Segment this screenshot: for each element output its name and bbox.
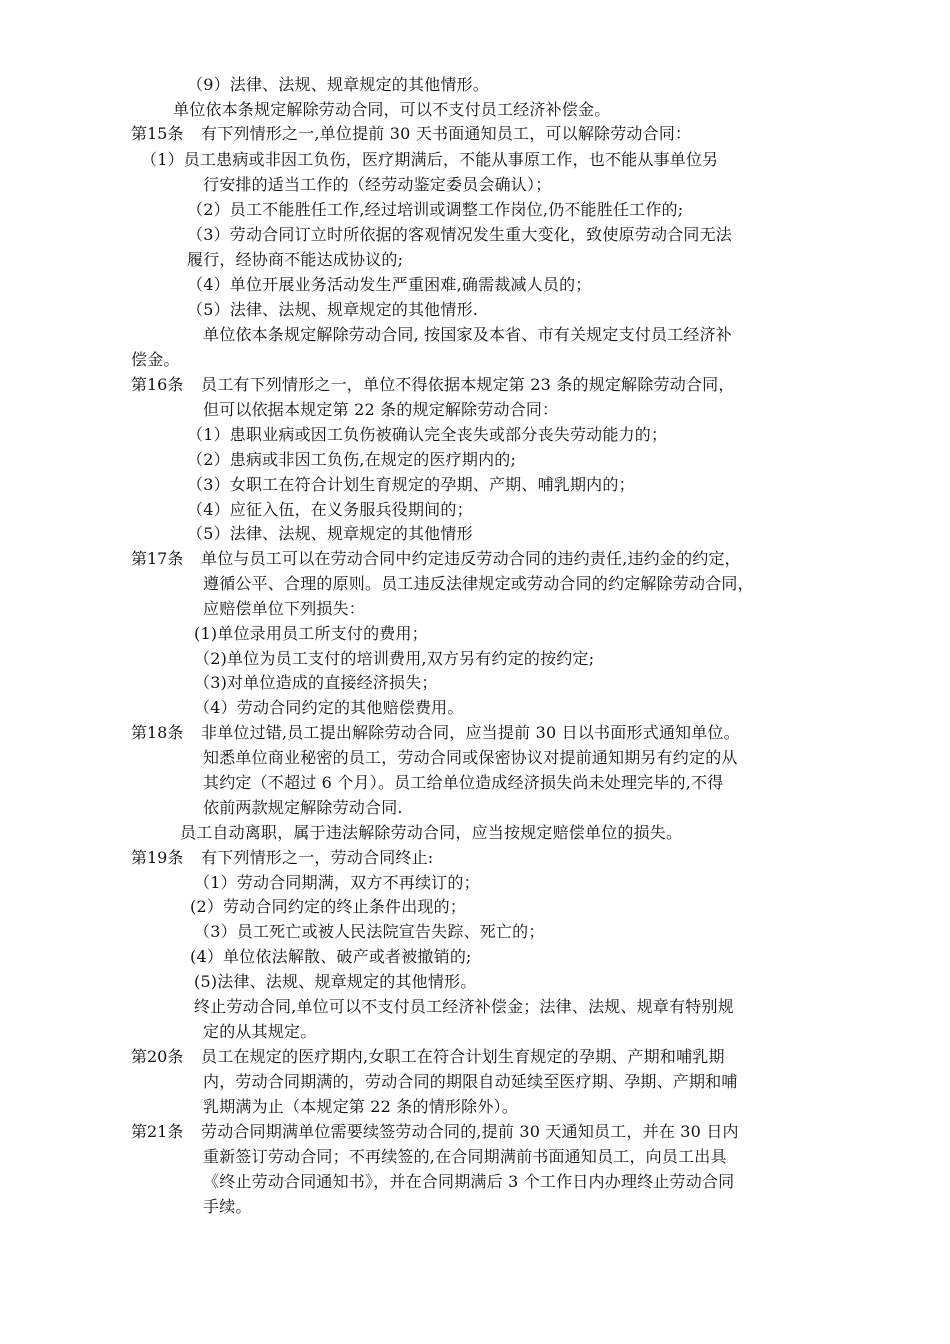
text-line: （3）女职工在符合计划生育规定的孕期、产期、哺乳期内的； bbox=[187, 475, 635, 494]
article-label-21: 第21条 bbox=[131, 1122, 184, 1141]
text-line: （4）单位开展业务活动发生严重困难,确需裁减人员的； bbox=[187, 275, 592, 294]
article-label-18: 第18条 bbox=[131, 723, 184, 742]
text-line: 员工在规定的医疗期内,女职工在符合计划生育规定的孕期、产期和哺乳期 bbox=[201, 1047, 725, 1066]
text-line: 有下列情形之一,单位提前 30 天书面通知员工，可以解除劳动合同： bbox=[201, 124, 692, 143]
text-line: （4）劳动合同约定的其他赔偿费用。 bbox=[194, 698, 464, 717]
text-line: （1）患职业病或因工负伤被确认完全丧失或部分丧失劳动能力的； bbox=[187, 425, 668, 444]
text-line: 乳期满为止（本规定第 22 条的情形除外）。 bbox=[203, 1097, 518, 1116]
text-line: 手续。 bbox=[203, 1197, 252, 1216]
text-line: （4）应征入伍，在义务服兵役期间的； bbox=[187, 500, 473, 519]
text-line: 其约定（不超过 6 个月）。员工给单位造成经济损失尚未处理完毕的,不得 bbox=[203, 773, 724, 792]
text-line: 单位与员工可以在劳动合同中约定违反劳动合同的违约责任,违约金的约定， bbox=[201, 549, 741, 568]
article-label-20: 第20条 bbox=[131, 1047, 184, 1066]
text-line: 行安排的适当工作的（经劳动鉴定委员会确认）； bbox=[203, 175, 552, 194]
text-line: 但可以依据本规定第 22 条的规定解除劳动合同： bbox=[203, 400, 559, 419]
text-line: （3）员工死亡或被人民法院宣告失踪、死亡的； bbox=[194, 922, 545, 941]
text-line: (4）单位依法解散、破产或者被撤销的; bbox=[190, 947, 472, 966]
text-line: 内，劳动合同期满的，劳动合同的期限自动延续至医疗期、孕期、产期和哺 bbox=[203, 1072, 738, 1091]
text-line: 单位依本条规定解除劳动合同, 按国家及本省、市有关规定支付员工经济补 bbox=[203, 325, 732, 344]
text-line: 员工自动离职，属于违法解除劳动合同，应当按规定赔偿单位的损失。 bbox=[180, 823, 683, 842]
text-line: 劳动合同期满单位需要续签劳动合同的,提前 30 天通知员工，并在 30 日内 bbox=[201, 1122, 739, 1141]
text-line: （9）法律、法规、规章规定的其他情形。 bbox=[187, 75, 489, 94]
text-line: 定的从其规定。 bbox=[203, 1022, 317, 1041]
text-line: 应赔偿单位下列损失： bbox=[203, 599, 366, 618]
text-line: 非单位过错,员工提出解除劳动合同，应当提前 30 日以书面形式通知单位。 bbox=[201, 723, 740, 742]
text-line: 员工有下列情形之一，单位不得依据本规定第 23 条的规定解除劳动合同， bbox=[201, 375, 735, 394]
article-label-19: 第19条 bbox=[131, 848, 184, 867]
text-line: （3）劳动合同订立时所依据的客观情况发生重大变化，致使原劳动合同无法 bbox=[187, 225, 732, 244]
text-line: 有下列情形之一，劳动合同终止: bbox=[201, 848, 434, 867]
article-label-15: 第15条 bbox=[131, 124, 184, 143]
article-label-16: 第16条 bbox=[131, 375, 184, 394]
text-line: 《终止劳动合同通知书》，并在合同期满后 3 个工作日内办理终止劳动合同 bbox=[203, 1172, 735, 1191]
text-line: （3)对单位造成的直接经济损失； bbox=[194, 673, 438, 692]
text-line: (5)法律、法规、规章规定的其他情形。 bbox=[194, 972, 477, 991]
text-line: 偿金。 bbox=[131, 350, 180, 369]
text-line: （5）法律、法规、规章规定的其他情形 bbox=[187, 524, 473, 543]
text-line: （1）劳动合同期满，双方不再续订的； bbox=[194, 873, 480, 892]
article-label-17: 第17条 bbox=[131, 549, 184, 568]
text-line: （2）患病或非因工负伤,在规定的医疗期内的; bbox=[187, 450, 517, 469]
text-line: （1）员工患病或非因工负伤，医疗期满后，不能从事原工作，也不能从事单位另 bbox=[141, 150, 719, 169]
text-line: 遵循公平、合理的原则。员工违反法律规定或劳动合同的约定解除劳动合同， bbox=[203, 574, 754, 593]
text-line: 依前两款规定解除劳动合同. bbox=[203, 798, 403, 817]
text-line: （5）法律、法规、规章规定的其他情形. bbox=[187, 300, 479, 319]
text-line: 知悉单位商业秘密的员工，劳动合同或保密协议对提前通知期另有约定的从 bbox=[203, 748, 738, 767]
text-line: 履行，经协商不能达成协议的; bbox=[187, 250, 404, 269]
text-line: 终止劳动合同,单位可以不支付员工经济补偿金；法律、法规、规章有特别规 bbox=[194, 997, 734, 1016]
text-line: (2）劳动合同约定的终止条件出现的； bbox=[190, 897, 467, 916]
text-line: （2）员工不能胜任工作,经过培训或调整工作岗位,仍不能胜任工作的; bbox=[187, 200, 684, 219]
text-line: 单位依本条规定解除劳动合同，可以不支付员工经济补偿金。 bbox=[173, 100, 611, 119]
text-line: (1)单位录用员工所支付的费用； bbox=[194, 624, 428, 643]
text-line: 重新签订劳动合同；不再续签的,在合同期满前书面通知员工，向员工出具 bbox=[203, 1147, 727, 1166]
text-line: （2)单位为员工支付的培训费用,双方另有约定的按约定; bbox=[194, 649, 595, 668]
